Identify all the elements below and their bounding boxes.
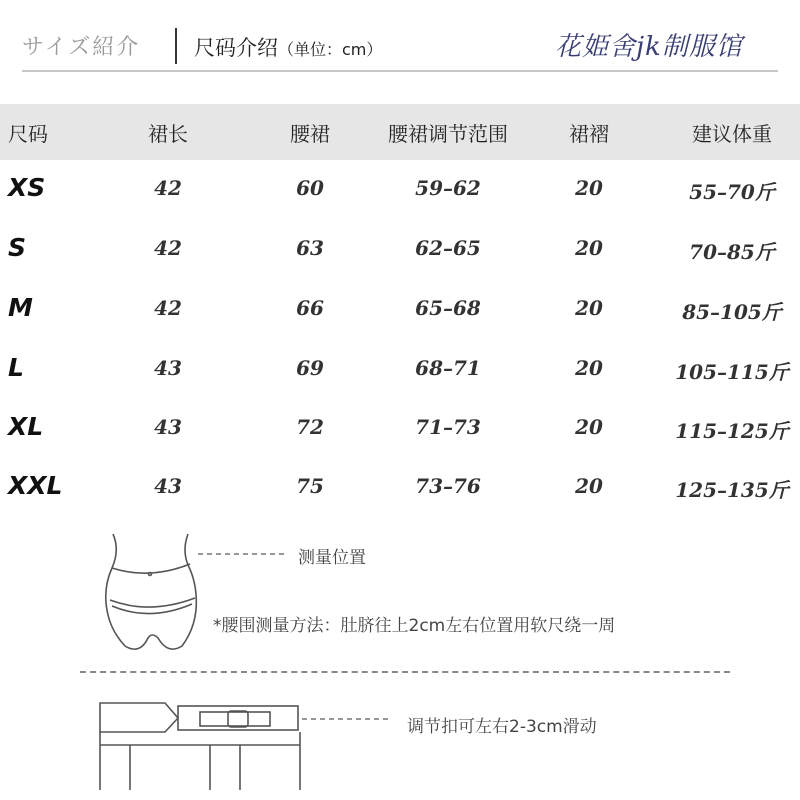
cell-skirt-length: 43 <box>154 474 182 498</box>
cell-recommended-weight: 125–135斤 <box>675 478 789 502</box>
torso-figure-icon <box>106 534 197 649</box>
col-header-pleats: 裙褶 <box>569 122 609 146</box>
cell-waist: 60 <box>296 176 324 200</box>
cell-skirt-length: 42 <box>154 176 182 200</box>
cell-pleats: 20 <box>575 296 603 320</box>
col-header-recommended-weight: 建议体重 <box>692 122 772 146</box>
cell-size: S <box>8 233 27 262</box>
col-header-size: 尺码 <box>8 122 48 146</box>
col-header-waist-adjust-range: 腰裙调节范围 <box>388 122 508 146</box>
cell-skirt-length: 43 <box>154 356 182 380</box>
cell-waist: 63 <box>296 236 324 260</box>
belt-buckle-icon <box>100 703 300 790</box>
cell-pleats: 20 <box>575 176 603 200</box>
measure-position-label: 测量位置 <box>298 548 366 568</box>
cell-waist-adjust-range: 62–65 <box>415 236 481 260</box>
cell-recommended-weight: 115–125斤 <box>675 419 789 443</box>
cell-waist-adjust-range: 59–62 <box>415 176 481 200</box>
header-title <box>194 32 382 62</box>
cell-waist-adjust-range: 65–68 <box>415 296 481 320</box>
cell-waist: 75 <box>296 474 324 498</box>
cell-pleats: 20 <box>575 356 603 380</box>
cell-size: L <box>8 353 24 382</box>
cell-recommended-weight: 70–85斤 <box>689 240 775 264</box>
cell-recommended-weight: 85–105斤 <box>682 300 782 324</box>
cell-waist-adjust-range: 71–73 <box>415 415 481 439</box>
col-header-skirt-length: 裙长 <box>148 122 188 146</box>
cell-waist: 66 <box>296 296 324 320</box>
col-header-waist: 腰裙 <box>290 122 330 146</box>
cell-skirt-length: 43 <box>154 415 182 439</box>
cell-size: XL <box>8 412 44 441</box>
section-divider <box>80 671 730 673</box>
header-separator <box>175 28 177 64</box>
cell-size: M <box>8 293 33 322</box>
shop-name-logo: 花姫舍jk制服馆 <box>555 32 743 62</box>
buckle-adjust-note: 调节扣可左右2-3cm滑动 <box>407 717 597 737</box>
cell-pleats: 20 <box>575 236 603 260</box>
cell-waist-adjust-range: 73–76 <box>415 474 481 498</box>
header-underline <box>22 70 778 72</box>
cell-pleats: 20 <box>575 474 603 498</box>
cell-waist-adjust-range: 68–71 <box>415 356 481 380</box>
cell-skirt-length: 42 <box>154 236 182 260</box>
waist-method-note: *腰围测量方法：肚脐往上2cm左右位置用软尺绕一周 <box>213 616 616 636</box>
header-japanese-title: サイズ紹介 <box>22 35 141 60</box>
cell-recommended-weight: 105–115斤 <box>675 360 789 384</box>
cell-size: XS <box>8 173 46 202</box>
cell-recommended-weight: 55–70斤 <box>689 180 775 204</box>
cell-waist: 69 <box>296 356 324 380</box>
cell-waist: 72 <box>296 415 324 439</box>
header-unit: （单位：cm） <box>278 40 383 59</box>
cell-skirt-length: 42 <box>154 296 182 320</box>
header-title-text: 尺码介绍 <box>194 36 278 60</box>
cell-size: XXL <box>8 471 63 500</box>
cell-pleats: 20 <box>575 415 603 439</box>
measurement-diagram <box>0 520 800 800</box>
